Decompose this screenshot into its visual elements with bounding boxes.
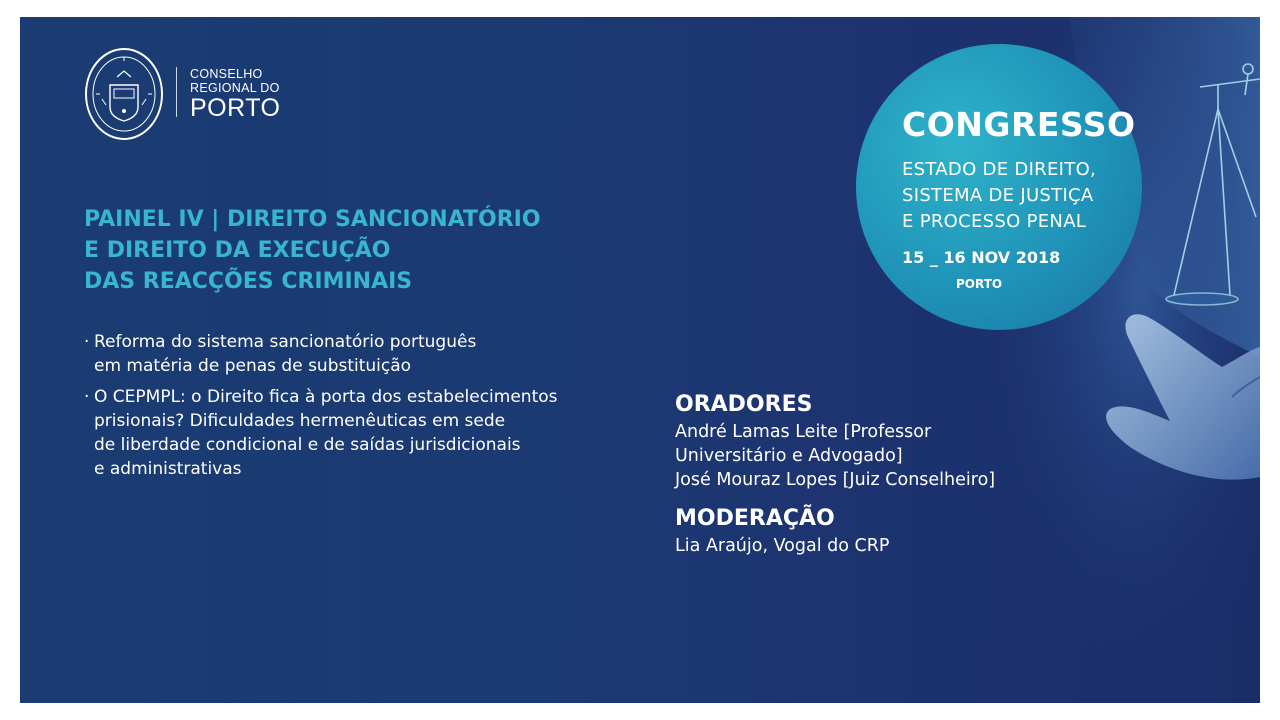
- topic-line: de liberdade condicional e de saídas jurisdicionais: [94, 435, 521, 455]
- speakers-section: [675, 390, 995, 558]
- logo-line-conselho: CONSELHO: [190, 67, 263, 81]
- congress-subtitle-line: ESTADO DE DIREITO,: [902, 159, 1097, 180]
- topic-line: e administrativas: [94, 459, 242, 479]
- moderator-line: Lia Araújo, Vogal do CRP: [675, 536, 890, 556]
- logo-text: [190, 67, 281, 121]
- congress-slide: [20, 17, 1260, 703]
- topic-line: em matéria de penas de substituição: [94, 356, 412, 376]
- topic-item: [84, 330, 558, 378]
- bullet: ·: [84, 387, 90, 407]
- congress-subtitle: [902, 157, 1136, 235]
- panel-title-line: E DIREITO DA EXECUÇÃO: [84, 238, 391, 263]
- logo-line-porto: PORTO: [190, 94, 281, 122]
- topic-line: prisionais? Dificuldades hermenêuticas em sede: [94, 411, 506, 431]
- bullet: ·: [84, 332, 90, 352]
- panel-title: [84, 204, 541, 297]
- logo-divider: [176, 67, 177, 117]
- congress-subtitle-line: SISTEMA DE JUSTIÇA: [902, 185, 1094, 206]
- congress-city: PORTO: [956, 277, 1003, 291]
- speaker-line: Universitário e Advogado]: [675, 446, 903, 466]
- congress-date: 15 _ 16 NOV 2018: [902, 248, 1061, 267]
- panel-title-line: PAINEL IV | DIREITO SANCIONATÓRIO: [84, 207, 541, 232]
- congress-info: [902, 105, 1136, 292]
- topic-line: Reforma do sistema sancionatório português: [94, 332, 477, 352]
- congress-subtitle-line: E PROCESSO PENAL: [902, 211, 1087, 232]
- speakers-heading: ORADORES: [675, 392, 813, 417]
- logo-line-regional: REGIONAL DO: [190, 81, 280, 95]
- topic-line: O CEPMPL: o Direito fica à porta dos estabelecimentos: [94, 387, 558, 407]
- moderation-heading: MODERAÇÃO: [675, 506, 835, 531]
- speaker-line: José Mouraz Lopes [Juiz Conselheiro]: [675, 470, 996, 490]
- panel-topics-list: [84, 330, 558, 488]
- ordem-seal-icon: [84, 47, 164, 141]
- panel-title-line: DAS REACÇÕES CRIMINAIS: [84, 269, 413, 294]
- speaker-line: André Lamas Leite [Professor: [675, 422, 932, 442]
- congress-title: CONGRESSO: [902, 105, 1136, 144]
- topic-item: [84, 385, 558, 481]
